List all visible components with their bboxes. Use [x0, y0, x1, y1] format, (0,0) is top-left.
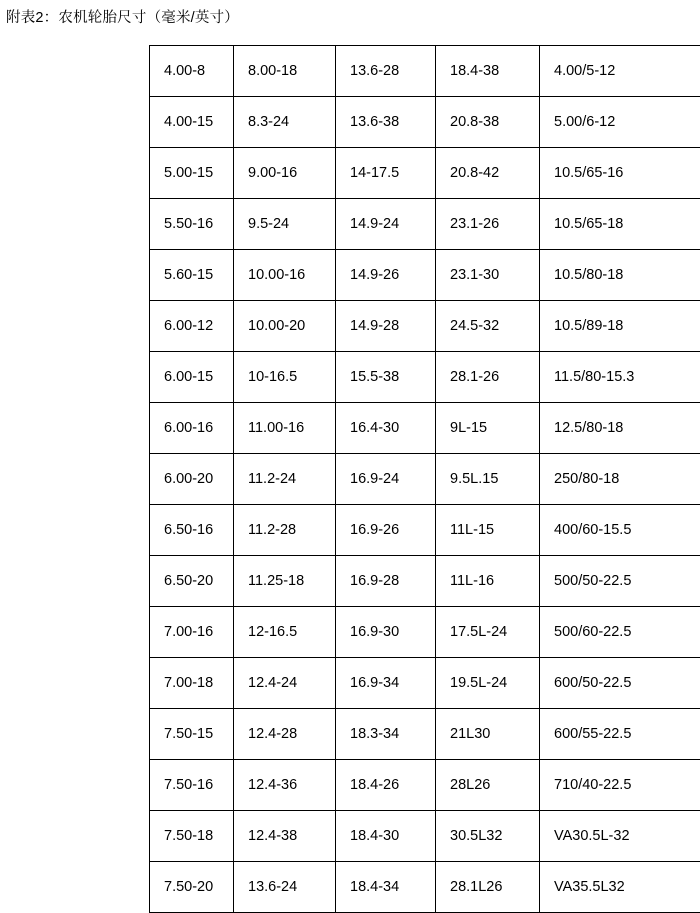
table-cell: 6.50-20 — [150, 556, 234, 607]
table-cell: 6.00-12 — [150, 301, 234, 352]
table-row — [150, 862, 700, 913]
table-cell: 21L30 — [436, 709, 540, 760]
table-cell: 11.00-16 — [234, 403, 336, 454]
table-cell: 8.3-24 — [234, 97, 336, 148]
table-cell: 7.50-18 — [150, 811, 234, 862]
table-cell: 9.00-16 — [234, 148, 336, 199]
table-row — [150, 403, 700, 454]
table-cell: 19.5L-24 — [436, 658, 540, 709]
table-cell: 16.9-26 — [336, 505, 436, 556]
table-cell: 4.00/5-12 — [540, 46, 700, 97]
table-cell: 12.5/80-18 — [540, 403, 700, 454]
table-cell: 500/60-22.5 — [540, 607, 700, 658]
table-body — [150, 46, 700, 913]
table-cell: 12.4-38 — [234, 811, 336, 862]
table-cell: 13.6-28 — [336, 46, 436, 97]
table-cell: 400/60-15.5 — [540, 505, 700, 556]
table-row — [150, 301, 700, 352]
table-cell: 7.00-16 — [150, 607, 234, 658]
table-cell: 4.00-15 — [150, 97, 234, 148]
table-cell: VA30.5L-32 — [540, 811, 700, 862]
table-cell: 10.00-20 — [234, 301, 336, 352]
table-cell: 5.00-15 — [150, 148, 234, 199]
table-row — [150, 811, 700, 862]
table-cell: 6.00-15 — [150, 352, 234, 403]
table-cell: 28L26 — [436, 760, 540, 811]
table-cell: 11.5/80-15.3 — [540, 352, 700, 403]
table-cell: 500/50-22.5 — [540, 556, 700, 607]
table-cell: VA35.5L32 — [540, 862, 700, 913]
table-cell: 11.2-28 — [234, 505, 336, 556]
table-row — [150, 607, 700, 658]
table-cell: 4.00-8 — [150, 46, 234, 97]
table-cell: 20.8-42 — [436, 148, 540, 199]
table-cell: 8.00-18 — [234, 46, 336, 97]
table-cell: 10-16.5 — [234, 352, 336, 403]
table-cell: 16.9-34 — [336, 658, 436, 709]
table-cell: 7.00-18 — [150, 658, 234, 709]
table-cell: 24.5-32 — [436, 301, 540, 352]
table-cell: 9.5-24 — [234, 199, 336, 250]
table-cell: 9L-15 — [436, 403, 540, 454]
table-row — [150, 46, 700, 97]
table-cell: 23.1-26 — [436, 199, 540, 250]
table-row — [150, 148, 700, 199]
table-cell: 16.9-24 — [336, 454, 436, 505]
table-cell: 10.5/65-16 — [540, 148, 700, 199]
table-cell: 6.00-16 — [150, 403, 234, 454]
table-cell: 10.5/80-18 — [540, 250, 700, 301]
page-title: 附表2：农机轮胎尺寸（毫米/英寸） — [6, 8, 239, 28]
table-cell: 28.1-26 — [436, 352, 540, 403]
table-cell: 14-17.5 — [336, 148, 436, 199]
table-cell: 5.60-15 — [150, 250, 234, 301]
table-cell: 16.9-30 — [336, 607, 436, 658]
table-cell: 600/50-22.5 — [540, 658, 700, 709]
table-cell: 600/55-22.5 — [540, 709, 700, 760]
table-row — [150, 352, 700, 403]
table-cell: 11L-15 — [436, 505, 540, 556]
table-cell: 18.4-26 — [336, 760, 436, 811]
table-row — [150, 97, 700, 148]
table-cell: 10.5/65-18 — [540, 199, 700, 250]
table-cell: 7.50-20 — [150, 862, 234, 913]
table-cell: 18.4-38 — [436, 46, 540, 97]
table-row — [150, 760, 700, 811]
table-cell: 15.5-38 — [336, 352, 436, 403]
table-cell: 28.1L26 — [436, 862, 540, 913]
table-cell: 10.5/89-18 — [540, 301, 700, 352]
table-cell: 11.2-24 — [234, 454, 336, 505]
table-cell: 20.8-38 — [436, 97, 540, 148]
table-row — [150, 709, 700, 760]
table-cell: 14.9-28 — [336, 301, 436, 352]
table-cell: 12.4-28 — [234, 709, 336, 760]
table-cell: 7.50-15 — [150, 709, 234, 760]
table-cell: 5.00/6-12 — [540, 97, 700, 148]
table-cell: 16.4-30 — [336, 403, 436, 454]
table-cell: 16.9-28 — [336, 556, 436, 607]
table-row — [150, 454, 700, 505]
table-cell: 710/40-22.5 — [540, 760, 700, 811]
table-row — [150, 556, 700, 607]
table-cell: 23.1-30 — [436, 250, 540, 301]
tire-size-table-container — [149, 45, 700, 913]
table-cell: 250/80-18 — [540, 454, 700, 505]
table-cell: 12.4-24 — [234, 658, 336, 709]
table-row — [150, 199, 700, 250]
table-cell: 18.3-34 — [336, 709, 436, 760]
table-cell: 18.4-34 — [336, 862, 436, 913]
table-cell: 9.5L.15 — [436, 454, 540, 505]
table-cell: 7.50-16 — [150, 760, 234, 811]
table-cell: 5.50-16 — [150, 199, 234, 250]
table-cell: 11L-16 — [436, 556, 540, 607]
table-cell: 13.6-38 — [336, 97, 436, 148]
table-cell: 12-16.5 — [234, 607, 336, 658]
table-cell: 30.5L32 — [436, 811, 540, 862]
table-cell: 6.00-20 — [150, 454, 234, 505]
table-cell: 13.6-24 — [234, 862, 336, 913]
table-cell: 14.9-24 — [336, 199, 436, 250]
table-cell: 11.25-18 — [234, 556, 336, 607]
table-row — [150, 658, 700, 709]
table-cell: 6.50-16 — [150, 505, 234, 556]
table-row — [150, 250, 700, 301]
table-cell: 12.4-36 — [234, 760, 336, 811]
tire-size-table — [149, 45, 700, 913]
table-row — [150, 505, 700, 556]
table-cell: 17.5L-24 — [436, 607, 540, 658]
table-cell: 10.00-16 — [234, 250, 336, 301]
table-cell: 14.9-26 — [336, 250, 436, 301]
table-cell: 18.4-30 — [336, 811, 436, 862]
